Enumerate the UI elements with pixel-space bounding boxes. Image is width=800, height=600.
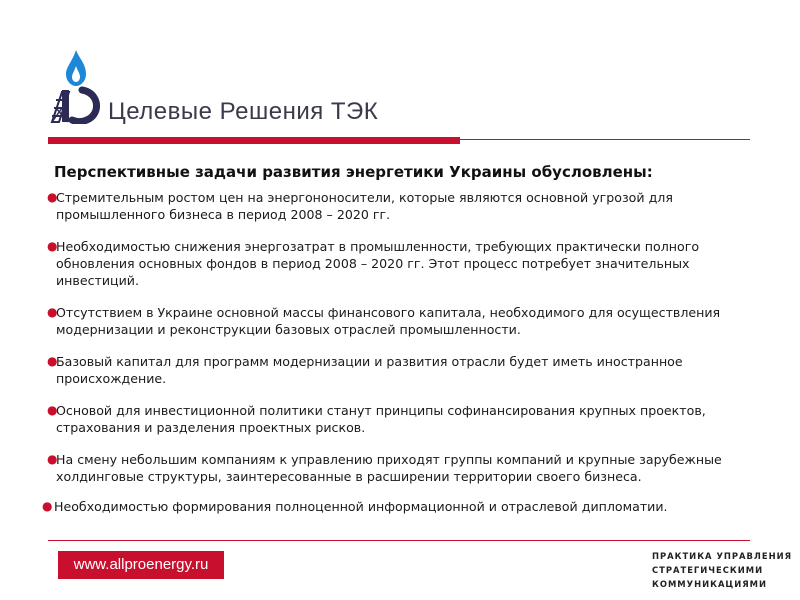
bullet-dot-icon: ● bbox=[47, 354, 58, 368]
list-item: ● Отсутствием в Украине основной массы финансового капитала, необходимого для осуществления модернизации и реконструкции базовых отраслей промышленности. bbox=[47, 305, 721, 337]
list-item: ● Основой для инвестиционной политики станут принципы софинансирования крупных проектов, страхования и разделения проектных рисков. bbox=[47, 403, 706, 435]
tagline-line: КОММУНИКАЦИЯМИ bbox=[652, 579, 768, 589]
logo-icon bbox=[48, 48, 104, 124]
bullet-dot-icon: ● bbox=[47, 452, 58, 466]
header-divider-thick bbox=[48, 137, 460, 144]
footer-divider bbox=[48, 540, 750, 541]
website-link[interactable]: www.allproenergy.ru bbox=[58, 551, 224, 579]
bullet-list bbox=[42, 189, 768, 530]
list-item: ● Необходимостью формирования полноценной информационной и отраслевой дипломатии. bbox=[42, 499, 668, 514]
brand-name: Целевые Решения ТЭК bbox=[108, 98, 379, 125]
list-item: ● Базовый капитал для программ модернизации и развития отрасли будет иметь иностранное происхождение. bbox=[47, 354, 683, 386]
list-item: ● Стремительным ростом цен на энергононосители, которые являются основной угрозой для промышленного бизнеса в период 2008 – 2020 гг. bbox=[47, 190, 673, 222]
header-divider-thin bbox=[460, 139, 750, 140]
bullet-dot-icon: ● bbox=[47, 190, 58, 204]
bullet-dot-icon: ● bbox=[42, 499, 53, 513]
list-item: ● Необходимостью снижения энергозатрат в промышленности, требующих практически полного обновления основных фондов в период 2008 – 2020 гг. Этот процесс потребует значительных инвестиций. bbox=[47, 239, 700, 288]
list-item: ● На смену небольшим компаниям к управлению приходят группы компаний и крупные зарубежные холдинговые структуры, заинтересованные в расширении территории своего бизнеса. bbox=[47, 452, 722, 484]
footer-tagline bbox=[652, 549, 792, 591]
tagline-line: СТРАТЕГИЧЕСКИМИ bbox=[652, 565, 764, 575]
slide-headline: Перспективные задачи развития энергетики Украины обусловлены: bbox=[54, 163, 653, 181]
bullet-dot-icon: ● bbox=[47, 239, 58, 253]
tagline-line: ПРАКТИКА УПРАВЛЕНИЯ bbox=[652, 551, 793, 561]
bullet-dot-icon: ● bbox=[47, 305, 58, 319]
bullet-dot-icon: ● bbox=[47, 403, 58, 417]
